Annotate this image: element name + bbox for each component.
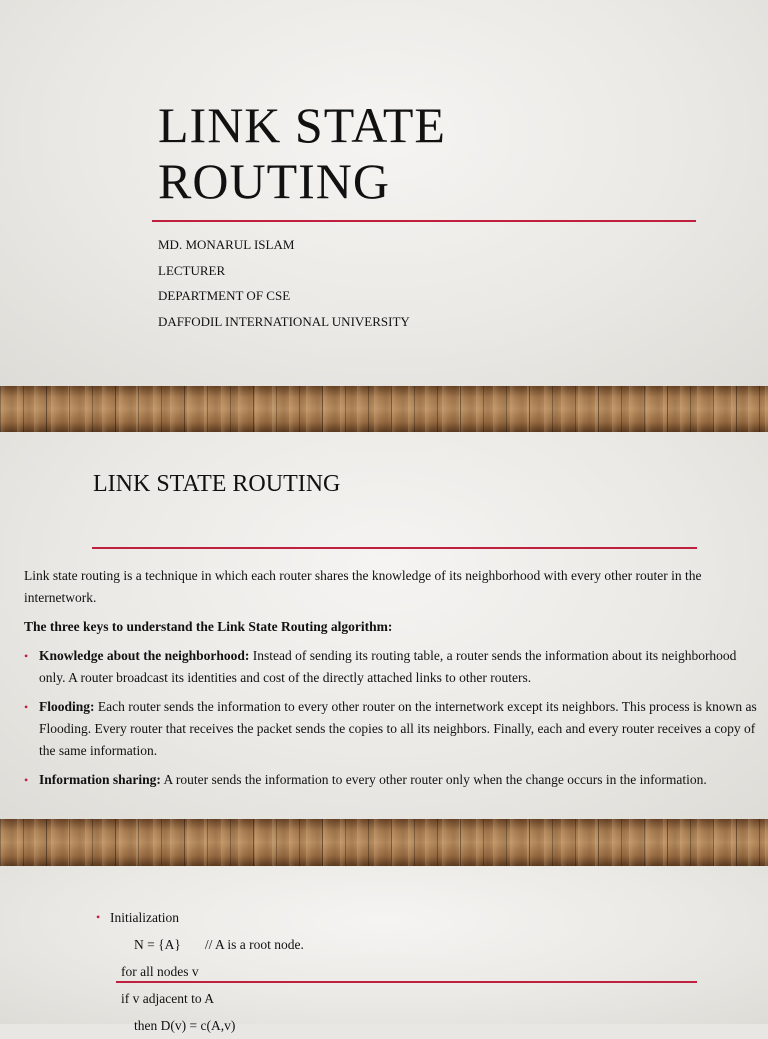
presentation-title [158, 97, 678, 209]
pseudocode-line: for all nodes v [121, 964, 199, 979]
bullet-icon: • [24, 773, 29, 787]
title-line-2: ROUTING [158, 153, 390, 209]
pseudocode-line: if v adjacent to A [121, 991, 214, 1006]
wood-floor-separator [0, 386, 768, 432]
intro-paragraph: Link state routing is a technique in which each router shares the knowledge of its neighborhood with every other router in the internetwork. [24, 568, 702, 605]
bullet-term: Knowledge about the neighborhood: [39, 648, 250, 663]
bullet-icon: • [24, 649, 29, 663]
author-name: MD. MONARUL ISLAM [158, 237, 295, 252]
bullet-icon: • [24, 700, 29, 714]
author-university: DAFFODIL INTERNATIONAL UNIVERSITY [158, 313, 410, 329]
wood-floor-separator [0, 819, 768, 866]
title-line-1: LINK STATE [158, 97, 446, 153]
list-item [24, 696, 759, 762]
author-position: LECTURER [158, 262, 226, 278]
list-item [24, 645, 759, 689]
title-slide [0, 0, 768, 386]
keys-heading: The three keys to understand the Link State Routing algorithm: [24, 619, 393, 634]
pseudocode-line: N = {A} // A is a root node. [134, 937, 304, 952]
algorithm-pseudocode [96, 904, 304, 1039]
bullet-term: Flooding: [39, 699, 95, 714]
list-item [24, 769, 759, 791]
content-slide-overview [0, 432, 768, 819]
keys-list [24, 645, 759, 791]
pseudocode-line: then D(v) = c(A,v) [134, 1018, 236, 1033]
author-department: DEPARTMENT OF CSE [158, 288, 291, 303]
bullet-icon: • [96, 910, 101, 924]
title-divider [116, 981, 697, 983]
bullet-text: Instead of sending its routing table, a router sends the information about its neighborhood only. A router broadcast its identities and cost of the directly attached links to other routers. [39, 648, 737, 685]
author-info [158, 232, 410, 334]
slide-body [24, 565, 759, 798]
bullet-text: Each router sends the information to every other router on the internetwork except its neighbors. This process is known as Flooding. Every router that receives the packet sends the copies to all its neighbors. Finally, each and every router receives a copy of the same information. [39, 699, 757, 758]
content-slide-algorithm [0, 866, 768, 1033]
slide-title: LINK STATE ROUTING [93, 471, 341, 497]
title-divider [92, 547, 697, 549]
bullet-text: A router sends the information to every other router only when the change occurs in the information. [160, 772, 707, 787]
title-divider [152, 220, 696, 222]
bullet-term: Information sharing: [39, 772, 161, 787]
pseudocode-line: • Initialization [96, 904, 304, 931]
